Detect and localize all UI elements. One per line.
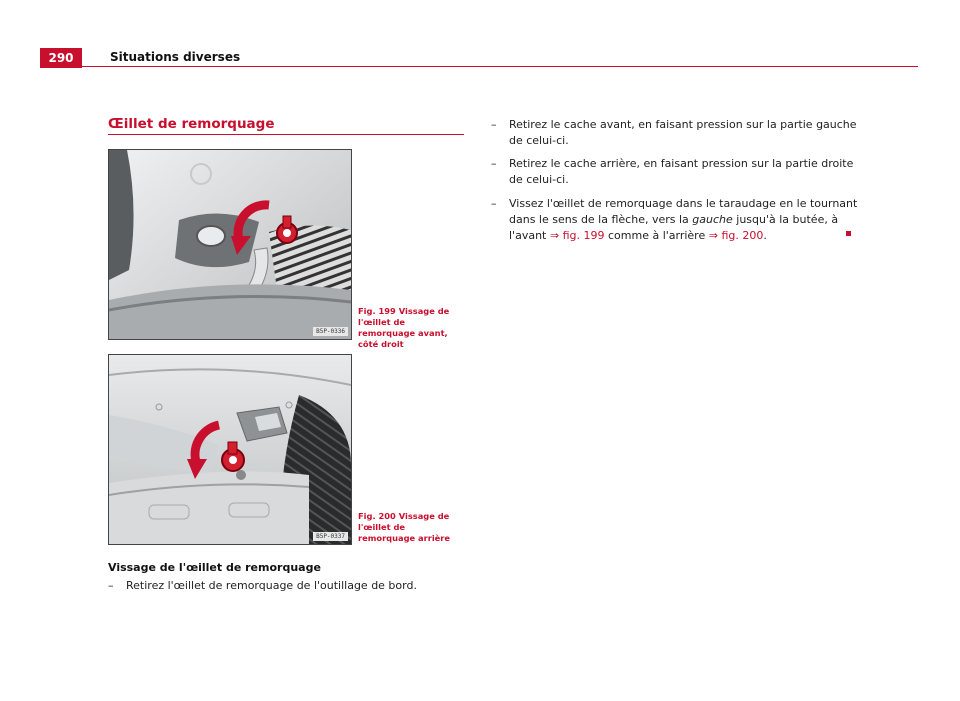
list-dash: – [491, 118, 497, 131]
subheading: Vissage de l'œillet de remorquage [108, 561, 321, 574]
header-rule [82, 66, 918, 67]
figure-200-rear-tow-eye [108, 354, 352, 545]
figure-caption: Fig. 199 Vissage de l'œillet de remorquage avant, côté droit [358, 306, 450, 349]
figure-code: B5P-0336 [313, 327, 348, 336]
step-text: Retirez l'œillet de remorquage de l'outillage de bord. [126, 579, 417, 592]
figure-reference-link[interactable]: ⇒ fig. 200 [708, 229, 764, 242]
figure-199-front-tow-eye [108, 149, 352, 340]
step-item [108, 578, 486, 594]
section-rule [108, 134, 464, 135]
list-dash: – [491, 157, 497, 170]
figure-reference-link[interactable]: ⇒ fig. 199 [549, 229, 605, 242]
figure-caption: Fig. 200 Vissage de l'œillet de remorquage arrière [358, 511, 451, 543]
step-text: Retirez le cache avant, en faisant pression sur la partie gauche de celui-ci. [509, 118, 857, 147]
emphasis: gauche [692, 213, 733, 226]
page-number: 290 [40, 48, 82, 68]
list-dash: – [491, 197, 497, 210]
figure-code: B5P-0337 [313, 532, 348, 541]
front-bumper-illustration [109, 150, 351, 339]
list-dash: – [108, 579, 114, 592]
running-title: Situations diverses [110, 50, 241, 64]
step-text: Vissez l'œillet de remorquage dans le taraudage en le tournant dans le sens de la flèche, vers la gauche jusqu'à la butée, à l'avant ⇒ fig. 199 comme à l'arrière ⇒ fig. 200. [509, 197, 858, 242]
rear-bumper-illustration [109, 355, 351, 544]
section-title: Œillet de remorquage [108, 116, 275, 132]
step-item [491, 196, 869, 244]
section-end-marker [846, 231, 851, 236]
step-item [491, 117, 869, 149]
step-item [491, 156, 869, 188]
step-text: Retirez le cache arrière, en faisant pression sur la partie droite de celui-ci. [509, 157, 854, 186]
